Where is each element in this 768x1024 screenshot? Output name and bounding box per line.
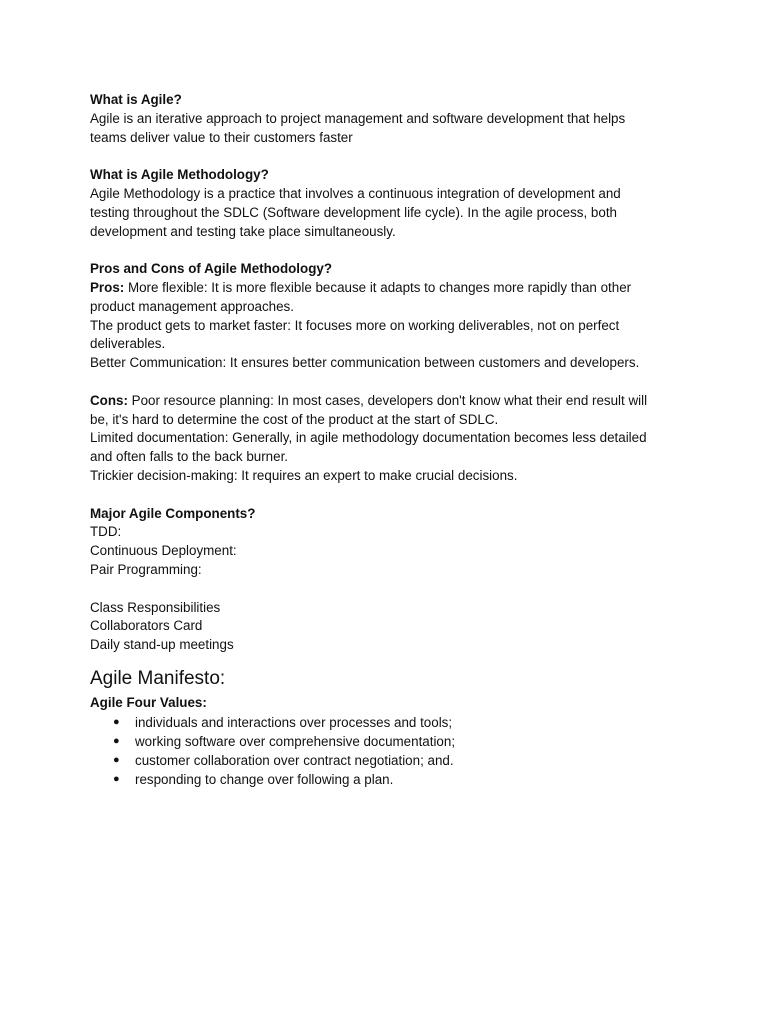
pros-text-1: More flexible: It is more flexible because it adapts to changes more rapidly than other	[124, 279, 632, 295]
heading-agile-manifesto: Agile Manifesto:	[90, 667, 226, 689]
value-text: working software over comprehensive documentation;	[135, 733, 456, 749]
bullet-icon: ●	[113, 734, 120, 747]
agile-definition-line-2: teams deliver value to their customers faster	[90, 129, 353, 145]
heading-four-values: Agile Four Values:	[90, 694, 207, 710]
values-list	[90, 713, 668, 790]
component-collaborators-card: Collaborators Card	[90, 618, 203, 634]
cons-line-5: Trickier decision-making: It requires an expert to make crucial decisions.	[90, 467, 518, 483]
pros-line-1	[90, 279, 668, 298]
methodology-line-3: development and testing take place simultaneously.	[90, 223, 396, 239]
cons-line-1	[90, 392, 668, 411]
methodology-line-1: Agile Methodology is a practice that involves a continuous integration of development and	[90, 185, 621, 201]
heading-pros-cons: Pros and Cons of Agile Methodology?	[90, 261, 333, 277]
pros-line-3: The product gets to market faster: It focuses more on working deliverables, not on perfect	[90, 317, 620, 333]
component-continuous-deployment: Continuous Deployment:	[90, 543, 237, 559]
list-item	[90, 713, 668, 732]
bullet-icon: ●	[113, 773, 120, 786]
cons-line-4: and often falls to the back burner.	[90, 449, 289, 465]
cons-line-3: Limited documentation: Generally, in agile methodology documentation becomes less detailed	[90, 430, 647, 446]
spacer	[90, 241, 668, 260]
list-item	[90, 770, 668, 789]
cons-label: Cons:	[90, 392, 128, 408]
spacer	[90, 147, 668, 166]
value-text: customer collaboration over contract negotiation; and.	[135, 753, 454, 769]
component-daily-standup: Daily stand-up meetings	[90, 637, 234, 653]
list-item	[90, 751, 668, 770]
heading-major-components: Major Agile Components?	[90, 505, 256, 521]
heading-agile-methodology: What is Agile Methodology?	[90, 167, 269, 183]
cons-text-1: Poor resource planning: In most cases, developers don't know what their end result will	[127, 392, 648, 408]
heading-what-is-agile: What is Agile?	[90, 92, 182, 107]
agile-definition-line-1: Agile is an iterative approach to project management and software development that helps	[90, 110, 626, 126]
pros-line-4: deliverables.	[90, 336, 166, 352]
bullet-icon: ●	[113, 715, 120, 728]
spacer	[90, 580, 668, 599]
pros-label: Pros:	[90, 279, 125, 295]
value-text: individuals and interactions over processes and tools;	[135, 714, 453, 730]
component-class-responsibilities: Class Responsibilities	[90, 599, 221, 615]
spacer	[90, 373, 668, 392]
value-text: responding to change over following a plan.	[135, 772, 394, 788]
bullet-icon: ●	[113, 754, 120, 767]
cons-line-2: be, it's hard to determine the cost of the product at the start of SDLC.	[90, 411, 499, 427]
component-tdd: TDD:	[90, 524, 122, 540]
pros-line-5: Better Communication: It ensures better communication between customers and developers.	[90, 355, 640, 371]
methodology-line-2: testing throughout the SDLC (Software development life cycle). In the agile process, both	[90, 204, 617, 220]
component-pair-programming: Pair Programming:	[90, 561, 202, 577]
spacer	[90, 486, 668, 505]
pros-line-2: product management approaches.	[90, 298, 294, 314]
list-item	[90, 732, 668, 751]
